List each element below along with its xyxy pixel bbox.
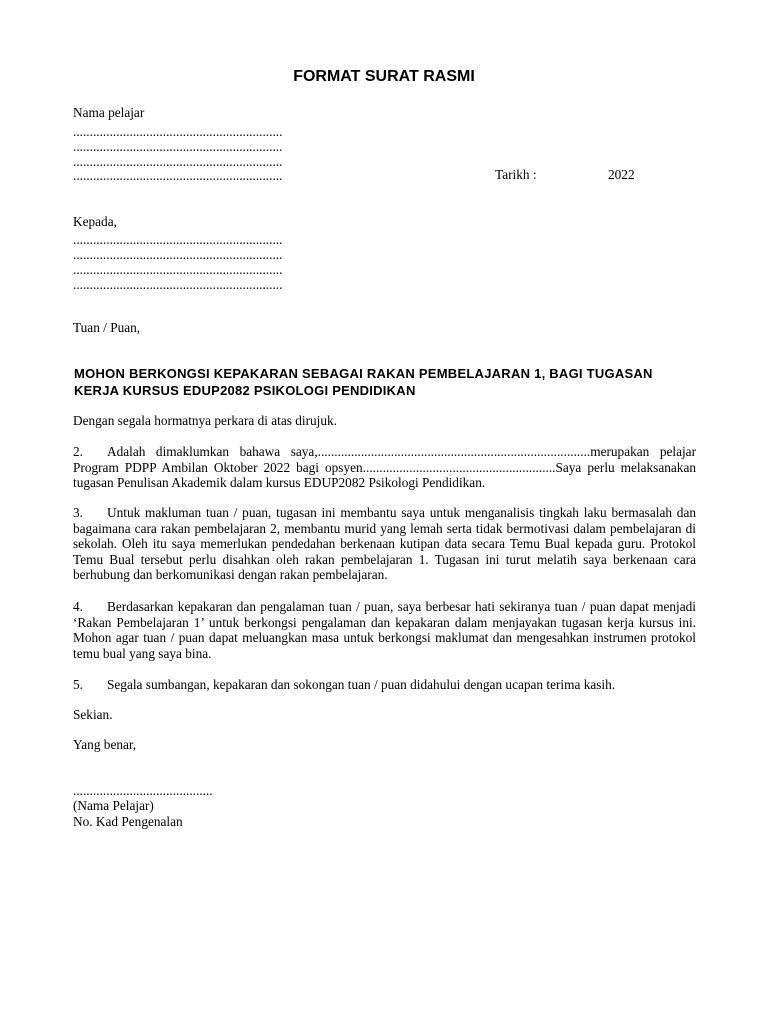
recipient-line-1: ...............................................................: [73, 232, 283, 247]
sign-off: Yang benar,: [73, 737, 137, 752]
letter-subject: MOHON BERKONGSI KEPAKARAN SEBAGAI RAKAN PEMBELAJARAN 1, BAGI TUGASAN KERJA KURSUS EDUP2082 PSIKOLOGI PENDIDIKAN: [74, 366, 653, 398]
paragraph-text: Untuk makluman tuan / puan, tugasan ini membantu saya untuk menganalisis tingkah laku bermasalah dan bagaimana cara rakan pembelajaran 2, membantu murid yang lemah serta tidak bermotivasi dalam pembelajaran di sekolah. Oleh itu saya memerlukan pendedahan berkenaan kutipan data secara Temu Bual kepada guru. Protokol Temu Bual tersebut perlu disahkan oleh rakan pembelajaran 1. Tugasan ini turut melatih saya berkenaan cara berhubung dan berkomunikasi dengan rakan pembelajaran.: [73, 505, 696, 583]
date-label: Tarikh :: [495, 167, 537, 182]
paragraph-number: 3.: [73, 505, 83, 520]
paragraph-text: Adalah dimaklumkan bahawa saya,..................................................................................merupakan pelajar Program PDPP Ambilan Oktober 2022 bagi opsyen..........................................................Saya perlu melaksanakan tugasan Penulisan Akademik dalam kursus EDUP2082 Psikologi Pendidikan.: [73, 444, 696, 491]
paragraph-number: 4.: [73, 599, 83, 614]
sender-line-1: ...............................................................: [73, 124, 283, 139]
recipient-label: Kepada,: [73, 214, 117, 229]
recipient-line-3: ...............................................................: [73, 262, 283, 277]
closing-text: Sekian.: [73, 707, 113, 722]
sender-label: Nama pelajar: [73, 105, 145, 120]
sender-line-2: ...............................................................: [73, 139, 283, 154]
paragraph-number: 5.: [73, 677, 83, 692]
document-title: FORMAT SURAT RASMI: [293, 68, 475, 85]
sender-line-3: ...............................................................: [73, 154, 283, 169]
recipient-line-4: ...............................................................: [73, 277, 283, 292]
paragraph-3: [73, 505, 696, 583]
salutation: Tuan / Puan,: [73, 320, 141, 335]
recipient-line-2: ...............................................................: [73, 247, 283, 262]
paragraph-5: [73, 677, 696, 693]
paragraph-4: [73, 599, 696, 661]
intro-text: Dengan segala hormatnya perkara di atas dirujuk.: [73, 413, 337, 428]
paragraph-2: [73, 444, 696, 491]
signer-name: (Nama Pelajar): [73, 798, 154, 813]
paragraph-text: Berdasarkan kepakaran dan pengalaman tuan / puan, saya berbesar hati sekiranya tuan / puan dapat menjadi ‘Rakan Pembelajaran 1’ untuk berkongsi pengalaman dan kepakaran dalam menjayakan tugasan kerja kursus ini. Mohon agar tuan / puan dapat meluangkan masa untuk berkongsi maklumat dan mengesahkan instrumen protokol temu bual yang saya bina.: [73, 599, 696, 661]
signature-line: ..........................................: [73, 783, 213, 798]
date-year: 2022: [608, 167, 635, 182]
signer-id: No. Kad Pengenalan: [73, 814, 183, 829]
paragraph-number: 2.: [73, 444, 83, 459]
sender-line-4: ...............................................................: [73, 168, 283, 183]
paragraph-text: Segala sumbangan, kepakaran dan sokongan tuan / puan didahului dengan ucapan terima kasih.: [107, 677, 616, 692]
